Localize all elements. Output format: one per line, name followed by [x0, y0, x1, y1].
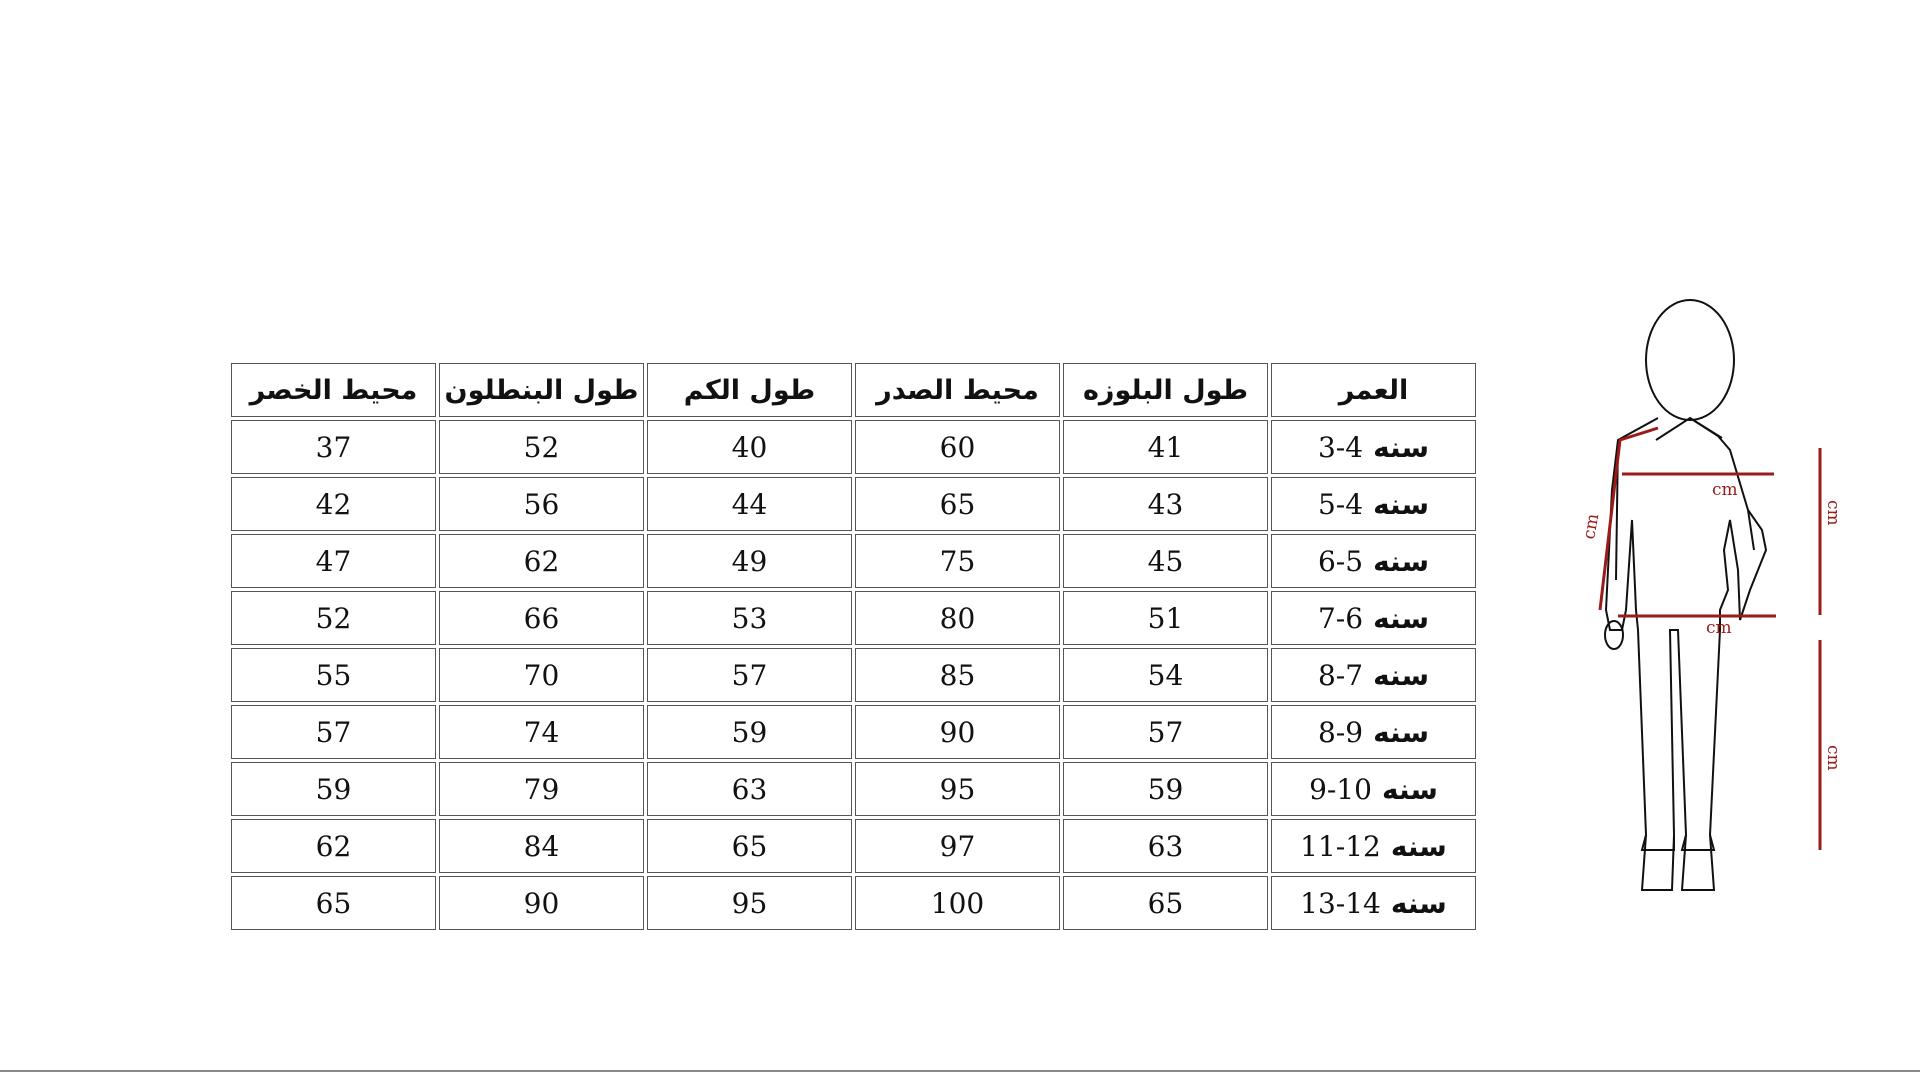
cell-age [1271, 591, 1476, 645]
cell-age [1271, 534, 1476, 588]
cell-age [1271, 876, 1476, 930]
cell-chest: 100 [855, 876, 1060, 930]
age-range-value: 5-4 [1317, 487, 1364, 521]
cell-chest: 75 [855, 534, 1060, 588]
table-row [231, 819, 1476, 873]
cell-blouse-length: 63 [1063, 819, 1268, 873]
cell-blouse-length: 43 [1063, 477, 1268, 531]
table-row [231, 876, 1476, 930]
cell-pants-length: 84 [439, 819, 644, 873]
cell-pants-length: 62 [439, 534, 644, 588]
left-hand [1605, 621, 1623, 649]
header-age: العمر [1271, 363, 1476, 417]
age-unit-label: سنه [1373, 430, 1430, 464]
unit-label-chest: cm [1712, 480, 1738, 500]
cell-waist: 42 [231, 477, 436, 531]
cell-chest: 95 [855, 762, 1060, 816]
age-range-value: 9-10 [1309, 772, 1372, 806]
head-outline [1646, 300, 1734, 420]
header-chest: محيط الصدر [855, 363, 1060, 417]
cell-sleeve-length: 40 [647, 420, 852, 474]
cell-waist: 37 [231, 420, 436, 474]
cell-waist: 47 [231, 534, 436, 588]
age-range-value: 8-9 [1317, 715, 1364, 749]
age-unit-label: سنه [1390, 886, 1447, 920]
cell-age [1271, 648, 1476, 702]
cell-chest: 65 [855, 477, 1060, 531]
cell-pants-length: 66 [439, 591, 644, 645]
cell-blouse-length: 65 [1063, 876, 1268, 930]
shoulder-measure-line [1600, 428, 1658, 610]
neckline [1656, 418, 1722, 440]
age-unit-label: سنه [1373, 658, 1430, 692]
cell-waist: 65 [231, 876, 436, 930]
unit-label-waist: cm [1706, 618, 1732, 638]
cell-blouse-length: 45 [1063, 534, 1268, 588]
cell-pants-length: 56 [439, 477, 644, 531]
age-unit-label: سنه [1381, 772, 1438, 806]
cell-chest: 80 [855, 591, 1060, 645]
cell-chest: 85 [855, 648, 1060, 702]
left-foot [1642, 835, 1674, 890]
table-row [231, 420, 1476, 474]
cell-waist: 55 [231, 648, 436, 702]
age-range-value: 3-4 [1317, 430, 1364, 464]
table-row [231, 477, 1476, 531]
cell-pants-length: 52 [439, 420, 644, 474]
cell-chest: 97 [855, 819, 1060, 873]
cell-age [1271, 420, 1476, 474]
unit-label-top-length: cm [1823, 500, 1843, 526]
header-waist: محيط الخصر [231, 363, 436, 417]
cell-sleeve-length: 59 [647, 705, 852, 759]
cell-chest: 90 [855, 705, 1060, 759]
cell-waist: 52 [231, 591, 436, 645]
cell-blouse-length: 51 [1063, 591, 1268, 645]
child-measurement-figure [1570, 290, 1843, 910]
cell-sleeve-length: 53 [647, 591, 852, 645]
cell-pants-length: 79 [439, 762, 644, 816]
right-foot [1682, 835, 1714, 890]
cell-sleeve-length: 44 [647, 477, 852, 531]
cell-pants-length: 90 [439, 876, 644, 930]
cell-blouse-length: 57 [1063, 705, 1268, 759]
cell-sleeve-length: 65 [647, 819, 852, 873]
cell-chest: 60 [855, 420, 1060, 474]
header-sleeve-length: طول الكم [647, 363, 852, 417]
cell-blouse-length: 41 [1063, 420, 1268, 474]
cell-pants-length: 74 [439, 705, 644, 759]
bottom-divider [0, 1070, 1920, 1072]
unit-label-shoulder: cm [1579, 512, 1604, 541]
cell-age [1271, 705, 1476, 759]
cell-age [1271, 819, 1476, 873]
unit-label-pants-length: cm [1823, 745, 1843, 771]
cell-sleeve-length: 49 [647, 534, 852, 588]
age-range-value: 11-12 [1300, 829, 1381, 863]
cell-pants-length: 70 [439, 648, 644, 702]
header-pants-length: طول البنطلون [439, 363, 644, 417]
cell-waist: 57 [231, 705, 436, 759]
age-range-value: 8-7 [1317, 658, 1364, 692]
cell-blouse-length: 54 [1063, 648, 1268, 702]
cell-waist: 59 [231, 762, 436, 816]
body-outline [1606, 418, 1766, 850]
table-row [231, 705, 1476, 759]
cell-age [1271, 477, 1476, 531]
cell-sleeve-length: 63 [647, 762, 852, 816]
header-blouse-length: طول البلوزه [1063, 363, 1268, 417]
size-chart-table [228, 360, 1479, 933]
table-row [231, 591, 1476, 645]
cell-age [1271, 762, 1476, 816]
cell-blouse-length: 59 [1063, 762, 1268, 816]
table-row [231, 534, 1476, 588]
age-unit-label: سنه [1373, 544, 1430, 578]
cell-waist: 62 [231, 819, 436, 873]
age-unit-label: سنه [1373, 715, 1430, 749]
age-unit-label: سنه [1390, 829, 1447, 863]
age-range-value: 7-6 [1317, 601, 1364, 635]
age-unit-label: سنه [1373, 601, 1430, 635]
age-range-value: 6-5 [1317, 544, 1364, 578]
table-header-row [231, 363, 1476, 417]
age-unit-label: سنه [1373, 487, 1430, 521]
cell-sleeve-length: 57 [647, 648, 852, 702]
table-body [231, 420, 1476, 930]
table-row [231, 762, 1476, 816]
age-range-value: 13-14 [1300, 886, 1381, 920]
table-row [231, 648, 1476, 702]
cell-sleeve-length: 95 [647, 876, 852, 930]
